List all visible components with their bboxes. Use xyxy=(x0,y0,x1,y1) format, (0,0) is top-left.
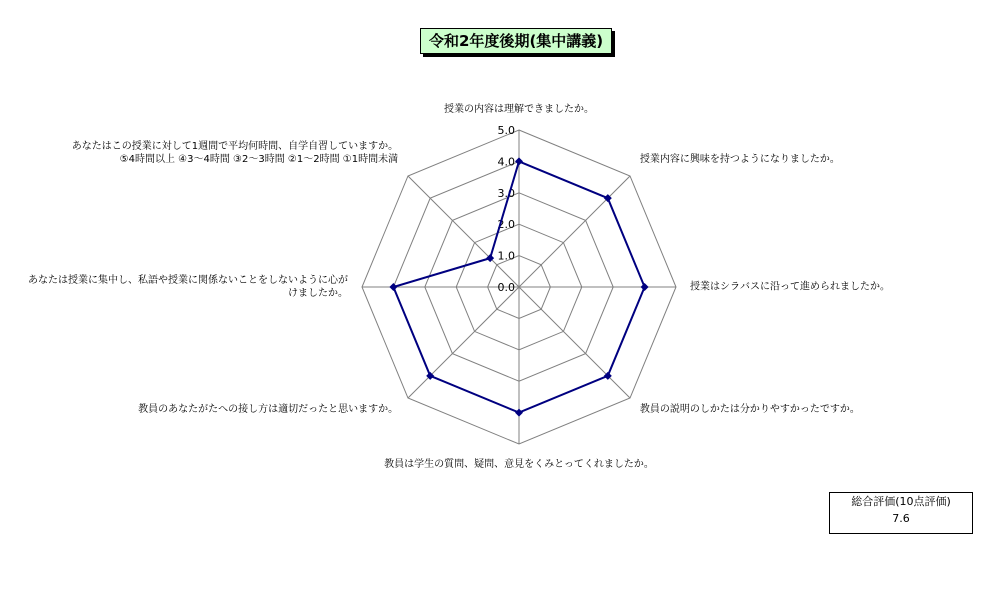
category-label: ⑤4時間以上 ④3〜4時間 ③2〜3時間 ②1〜2時間 ①1時間未満 xyxy=(119,154,399,166)
category-label: あなたは授業に集中し、私語や授業に関係ないことをしないように心が xyxy=(28,275,348,286)
category-label: 教員の説明のしかたは分かりやすかったですか。 xyxy=(639,403,860,415)
tick-label: 3.0 xyxy=(497,186,515,200)
data-point xyxy=(641,283,649,291)
category-label: 教員は学生の質問、疑問、意見をくみとってくれましたか。 xyxy=(384,459,654,470)
category-label: 授業の内容は理解できましたか。 xyxy=(444,104,594,115)
tick-label: 0.0 xyxy=(497,281,515,294)
category-label: 教員のあなたがたへの接し方は適切だったと思いますか。 xyxy=(138,403,399,415)
tick-label: 5.0 xyxy=(497,124,515,137)
chart-title: 令和2年度後期(集中講義) xyxy=(420,28,612,54)
category-label: 授業はシラバスに沿って進められましたか。 xyxy=(690,281,890,293)
tick-label: 1.0 xyxy=(497,249,515,263)
category-label: あなたはこの授業に対して1週間で平均何時間、自学自習していますか。 xyxy=(71,141,399,153)
overall-rating-value: 7.6 xyxy=(892,512,910,525)
category-label: けましたか。 xyxy=(288,288,348,299)
radar-spokes xyxy=(362,130,676,444)
tick-label: 2.0 xyxy=(497,218,515,232)
data-point xyxy=(515,157,523,165)
category-label: 授業内容に興味を持つようになりましたか。 xyxy=(639,154,840,166)
radar-category-labels xyxy=(28,102,890,470)
data-point xyxy=(389,283,397,291)
overall-rating-box xyxy=(829,492,973,534)
tick-label: 4.0 xyxy=(497,155,515,169)
data-point xyxy=(515,409,523,417)
overall-rating-label: 総合評価(10点評価) xyxy=(851,495,951,508)
